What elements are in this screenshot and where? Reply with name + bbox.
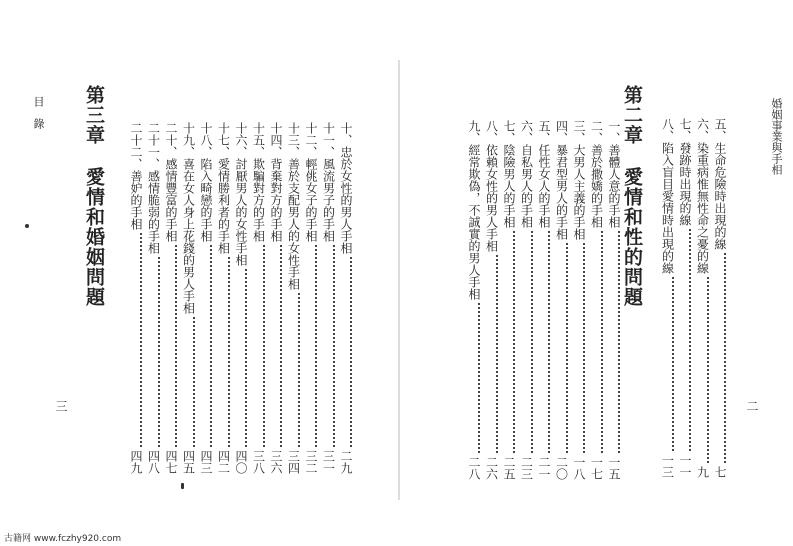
leader-dots [193, 317, 195, 447]
leader-dots [280, 245, 282, 447]
toc-entry-title: 五、生命危險時出現的線 [713, 118, 727, 250]
leader-dots [175, 245, 177, 447]
toc-entry-page: 一一 [678, 454, 692, 478]
toc-entry [503, 120, 515, 480]
toc-entry [165, 122, 177, 474]
toc-entry-page: 二〇 [554, 456, 569, 480]
toc-entry-page: 二三 [519, 456, 534, 480]
chapter-two-heading [622, 85, 641, 307]
toc-entry-page: 三八 [251, 450, 266, 474]
toc-entry-title: 十一、風流男子的手相 [321, 122, 336, 242]
toc-entry-page: 三二 [304, 450, 318, 474]
toc-entry [697, 118, 709, 478]
toc-entry-page: 四二 [216, 450, 231, 474]
page-number-left: 三 [54, 400, 68, 412]
toc-entry [288, 122, 300, 474]
leader-dots [263, 245, 265, 447]
leader-dots [707, 277, 709, 463]
toc-entry-page: 二八 [467, 456, 481, 480]
toc-entry [714, 118, 726, 478]
toc-entry-page: 三一 [321, 450, 336, 474]
chapter-number: 第二章 [621, 85, 643, 145]
toc-entry [218, 122, 230, 474]
toc-entry [662, 118, 674, 478]
leader-dots [496, 255, 498, 453]
leader-dots [333, 245, 335, 447]
toc-entry-title: 六、染重病惟無性命之憂的線 [695, 118, 710, 274]
toc-entry [148, 122, 160, 474]
toc-entry-page: 四八 [146, 450, 161, 474]
chapter-number: 第三章 [83, 85, 105, 145]
toc-entry-page: 一五 [607, 456, 621, 480]
toc-entry [486, 120, 498, 480]
toc-entry-page: 七 [713, 466, 727, 478]
toc-entry-page: 二六 [484, 456, 499, 480]
leader-dots [210, 245, 212, 447]
leader-dots [672, 277, 674, 451]
footer-site-logo: 古籍网 www.fczhy920.com [4, 534, 122, 544]
toc-entry-title: 十六、討厭男人的女性手相 [234, 122, 248, 266]
toc-entry-page: 二九 [339, 450, 353, 474]
leader-dots [548, 231, 550, 453]
toc-entry-title: 七、陰險男人的手相 [502, 120, 516, 228]
toc-entry-title: 十三、善於支配男人的女性手相 [286, 122, 301, 290]
toc-entry-page: 一三 [660, 454, 675, 478]
toc-entry-title: 二十二、善妒的手相 [129, 122, 143, 230]
leader-dots [478, 303, 480, 453]
toc-entry-title: 十五、欺騙對方的手相 [251, 122, 266, 242]
toc-entry [556, 120, 568, 480]
toc-entry-title: 三、大男人主義的手相 [572, 120, 586, 240]
toc-entry-title: 二、善於撒嬌的手相 [589, 120, 604, 228]
toc-entry-title: 一、善體人意的手相 [607, 120, 621, 228]
toc-entry-page: 九 [695, 466, 710, 478]
chapter-three-heading [84, 85, 103, 307]
toc-entry-title: 七、發跡時出現的線 [678, 118, 692, 226]
toc-header: 目 錄 [32, 96, 45, 129]
toc-entry-page: 二一 [537, 456, 551, 480]
toc-entry-page: 四〇 [234, 450, 248, 474]
leader-dots [298, 293, 300, 447]
toc-entry-title: 十二、輕佻女子的手相 [304, 122, 318, 242]
leader-dots [350, 257, 352, 447]
toc-entry-title: 二十一、感情脆弱的手相 [146, 122, 161, 254]
toc-entry [270, 122, 282, 474]
toc-entry-page: 四七 [164, 450, 178, 474]
right-page [400, 0, 793, 546]
toc-entry-title: 十八、陷入畸戀的手相 [199, 122, 213, 242]
leader-dots [513, 231, 515, 453]
toc-entry-page: 一八 [572, 456, 586, 480]
toc-entry [608, 120, 620, 480]
toc-entry-title: 九、經常欺偽，不誠實的男人手相 [467, 120, 481, 300]
toc-entry-page: 一七 [589, 456, 604, 480]
page-number-right: 二 [745, 400, 759, 412]
toc-entry-page: 三四 [286, 450, 301, 474]
leader-dots [531, 231, 533, 453]
leader-dots [601, 231, 603, 453]
toc-entry [183, 122, 195, 474]
toc-entry [340, 122, 352, 474]
toc-entry-title: 四、暴君型男人的手相 [554, 120, 569, 240]
toc-entry-title: 十、忠於女性的男人手相 [339, 122, 353, 254]
leader-dots [618, 231, 620, 453]
toc-entry [235, 122, 247, 474]
scan-dot [25, 224, 29, 228]
toc-entry [200, 122, 212, 474]
toc-entry-title: 五、任性女人的手相 [537, 120, 551, 228]
leader-dots [228, 257, 230, 447]
toc-entry-title: 六、自私男人的手相 [519, 120, 534, 228]
toc-entry-title: 二十、感情豐富的手相 [164, 122, 178, 242]
toc-entry [591, 120, 603, 480]
toc-entry [538, 120, 550, 480]
toc-entry-page: 三六 [269, 450, 283, 474]
toc-entry [253, 122, 265, 474]
toc-entry-title: 十四、背棄對方的手相 [269, 122, 283, 242]
toc-entry-title: 八、陷入盲目愛情時出現的線 [660, 118, 675, 274]
leader-dots [158, 257, 160, 447]
toc-entry [323, 122, 335, 474]
leader-dots [140, 233, 142, 447]
toc-entry [679, 118, 691, 478]
toc-entry [468, 120, 480, 480]
toc-entry-title: 八、依賴女性的男人手相 [484, 120, 499, 252]
toc-entry-title: 十七、愛情勝利者的手相 [216, 122, 231, 254]
leader-dots [245, 269, 247, 447]
leader-dots [689, 229, 691, 451]
toc-entry-page: 四九 [129, 450, 143, 474]
chapter-title: 愛情和婚姻問題 [83, 167, 105, 307]
toc-entry [130, 122, 142, 474]
chapter-title: 愛情和性的問題 [621, 167, 643, 307]
book-running-header: 婚姻事業與手相 [770, 98, 783, 175]
toc-entry [305, 122, 317, 474]
leader-dots [583, 243, 585, 453]
toc-entry-title: 十九、喜在女人身上花錢的男人手相 [181, 122, 196, 314]
leader-dots [315, 245, 317, 447]
toc-entry-page: 二五 [502, 456, 516, 480]
scan-mark [181, 483, 184, 489]
toc-entry [521, 120, 533, 480]
toc-entry-page: 四三 [199, 450, 213, 474]
leader-dots [724, 253, 726, 463]
leader-dots [566, 243, 568, 453]
toc-entry-page: 四五 [181, 450, 196, 474]
toc-entry [573, 120, 585, 480]
